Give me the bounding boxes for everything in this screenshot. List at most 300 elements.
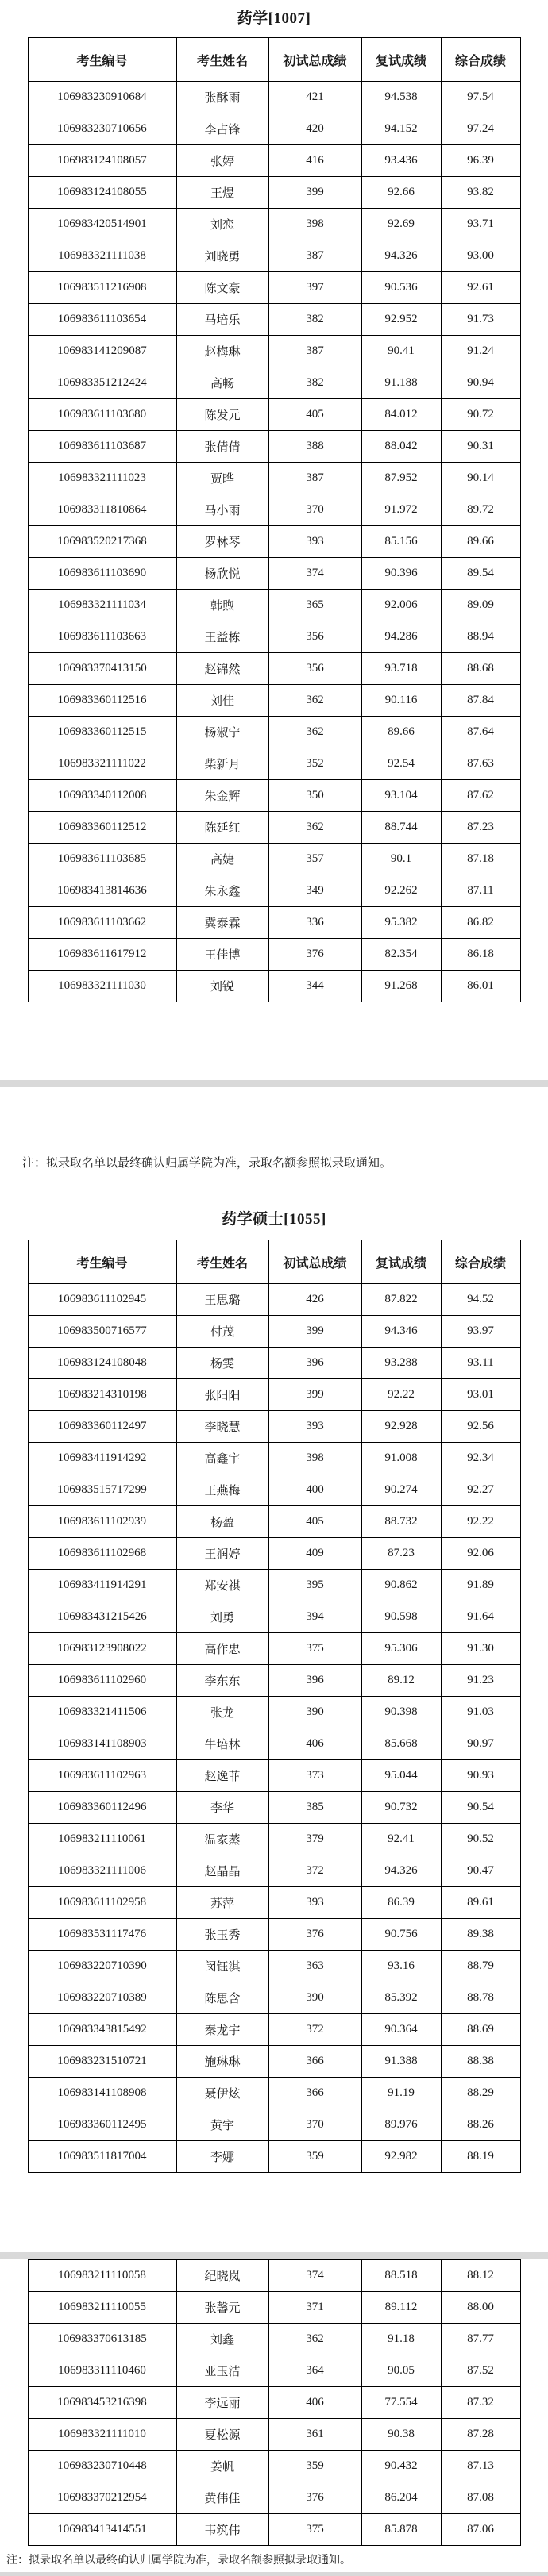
retest-score-cell: 94.346	[361, 1316, 441, 1348]
retest-score-cell: 92.952	[361, 304, 441, 336]
initial-total-score-cell: 390	[268, 1982, 361, 2014]
table2-continued-body	[28, 2260, 520, 2546]
candidate-name-cell: 刘晓勇	[176, 240, 268, 272]
candidate-name-cell: 柴新月	[176, 748, 268, 780]
candidate-name-cell: 朱永鑫	[176, 875, 268, 907]
retest-score-cell: 91.18	[361, 2324, 441, 2355]
candidate-name-cell: 刘鑫	[176, 2324, 268, 2355]
table-row	[28, 1633, 520, 1665]
candidate-id-cell: 106983611103662	[28, 907, 176, 939]
initial-total-score-cell: 374	[268, 2260, 361, 2292]
pharmacy-master-1055-score-table	[28, 1240, 521, 2173]
retest-score-cell: 94.152	[361, 113, 441, 145]
overall-score-cell: 91.30	[441, 1633, 520, 1665]
overall-score-cell: 90.94	[441, 367, 520, 399]
initial-total-score-cell: 370	[268, 494, 361, 526]
overall-score-cell: 88.68	[441, 653, 520, 685]
pharmacy-1007-score-table	[28, 37, 521, 1002]
initial-total-score-cell: 373	[268, 1760, 361, 1792]
overall-score-cell: 87.23	[441, 812, 520, 844]
retest-score-cell: 90.1	[361, 844, 441, 875]
table-row	[28, 2292, 520, 2324]
retest-score-cell: 90.274	[361, 1474, 441, 1506]
retest-score-cell: 85.668	[361, 1728, 441, 1760]
retest-score-cell: 90.756	[361, 1919, 441, 1951]
candidate-name-cell: 陈延红	[176, 812, 268, 844]
initial-total-score-cell: 376	[268, 1919, 361, 1951]
overall-score-cell: 88.19	[441, 2141, 520, 2173]
initial-total-score-cell: 356	[268, 621, 361, 653]
candidate-name-cell: 刘锐	[176, 971, 268, 1002]
overall-score-cell: 87.64	[441, 717, 520, 748]
table-row	[28, 1665, 520, 1697]
candidate-id-cell: 106983500716577	[28, 1316, 176, 1348]
table-row	[28, 875, 520, 907]
overall-score-cell: 92.22	[441, 1506, 520, 1538]
initial-total-score-cell: 370	[268, 2109, 361, 2141]
candidate-id-cell: 106983611103685	[28, 844, 176, 875]
retest-score-header: 复试成绩	[361, 38, 441, 82]
initial-total-score-cell: 416	[268, 145, 361, 177]
initial-total-score-cell: 350	[268, 780, 361, 812]
retest-score-cell: 85.156	[361, 526, 441, 558]
initial-total-score-cell: 399	[268, 177, 361, 209]
initial-total-score-cell: 362	[268, 2324, 361, 2355]
overall-score-cell: 89.66	[441, 526, 520, 558]
retest-score-cell: 90.398	[361, 1697, 441, 1728]
table-row	[28, 399, 520, 431]
table-row	[28, 844, 520, 875]
overall-score-cell: 93.97	[441, 1316, 520, 1348]
retest-score-cell: 92.22	[361, 1379, 441, 1411]
overall-score-cell: 88.29	[441, 2078, 520, 2109]
candidate-id-cell: 106983520217368	[28, 526, 176, 558]
table-row	[28, 2324, 520, 2355]
candidate-name-cell: 刘勇	[176, 1601, 268, 1633]
table-row	[28, 1601, 520, 1633]
initial-total-score-cell: 372	[268, 2014, 361, 2046]
candidate-id-cell: 106983611103680	[28, 399, 176, 431]
candidate-name-cell: 牛培林	[176, 1728, 268, 1760]
overall-score-cell: 89.09	[441, 590, 520, 621]
initial-total-score-cell: 359	[268, 2141, 361, 2173]
initial-total-score-cell: 399	[268, 1379, 361, 1411]
candidate-name-cell: 夏松源	[176, 2419, 268, 2451]
table-row	[28, 2046, 520, 2078]
overall-score-cell: 93.71	[441, 209, 520, 240]
retest-score-cell: 85.392	[361, 1982, 441, 2014]
table2-header	[28, 1240, 520, 1284]
overall-score-cell: 88.79	[441, 1951, 520, 1982]
retest-score-cell: 93.718	[361, 653, 441, 685]
candidate-name-cell: 高鑫宇	[176, 1443, 268, 1474]
candidate-name-cell: 李华	[176, 1792, 268, 1824]
overall-score-cell: 88.12	[441, 2260, 520, 2292]
initial-total-score-cell: 405	[268, 1506, 361, 1538]
initial-total-score-cell: 395	[268, 1570, 361, 1601]
candidate-id-cell: 106983230710656	[28, 113, 176, 145]
candidate-name-cell: 秦龙宇	[176, 2014, 268, 2046]
overall-score-cell: 90.54	[441, 1792, 520, 1824]
candidate-name-cell: 赵锦然	[176, 653, 268, 685]
overall-score-cell: 90.47	[441, 1855, 520, 1887]
candidate-id-cell: 106983515717299	[28, 1474, 176, 1506]
initial-total-score-cell: 421	[268, 82, 361, 113]
candidate-name-cell: 杨雯	[176, 1348, 268, 1379]
candidate-name-cell: 杨盈	[176, 1506, 268, 1538]
table2-title: 药学硕士[1055]	[222, 1211, 326, 1228]
overall-score-cell: 87.52	[441, 2355, 520, 2387]
candidate-id-header: 考生编号	[28, 38, 176, 82]
retest-score-cell: 90.364	[361, 2014, 441, 2046]
candidate-id-cell: 106983611102960	[28, 1665, 176, 1697]
candidate-id-cell: 106983230910684	[28, 82, 176, 113]
table-row	[28, 2078, 520, 2109]
candidate-id-cell: 106983360112495	[28, 2109, 176, 2141]
candidate-name-cell: 陈思含	[176, 1982, 268, 2014]
note-bottom: 注：拟录取名单以最终确认归属学院为准，录取名额参照拟录取通知。	[6, 2555, 351, 2566]
initial-total-score-cell: 394	[268, 1601, 361, 1633]
table-row	[28, 2451, 520, 2482]
candidate-name-cell: 杨欣悦	[176, 558, 268, 590]
initial-total-score-cell: 387	[268, 240, 361, 272]
candidate-id-cell: 106983211110061	[28, 1824, 176, 1855]
candidate-id-cell: 106983611103690	[28, 558, 176, 590]
retest-score-cell: 90.05	[361, 2355, 441, 2387]
overall-score-cell: 86.82	[441, 907, 520, 939]
table-row	[28, 2355, 520, 2387]
candidate-id-cell: 106983321111038	[28, 240, 176, 272]
initial-total-score-cell: 336	[268, 907, 361, 939]
retest-score-cell: 92.262	[361, 875, 441, 907]
retest-score-cell: 90.38	[361, 2419, 441, 2451]
candidate-name-cell: 马培乐	[176, 304, 268, 336]
table-row	[28, 494, 520, 526]
initial-total-score-cell: 382	[268, 304, 361, 336]
retest-score-cell: 92.41	[361, 1824, 441, 1855]
overall-score-cell: 91.23	[441, 1665, 520, 1697]
candidate-name-cell: 王思璐	[176, 1284, 268, 1316]
candidate-id-cell: 106983124108048	[28, 1348, 176, 1379]
table-row	[28, 1887, 520, 1919]
candidate-name-cell: 张婷	[176, 145, 268, 177]
table-row	[28, 1951, 520, 1982]
candidate-id-cell: 106983611102968	[28, 1538, 176, 1570]
overall-score-cell: 91.89	[441, 1570, 520, 1601]
candidate-id-cell: 106983340112008	[28, 780, 176, 812]
table-row	[28, 1316, 520, 1348]
candidate-id-cell: 106983211110055	[28, 2292, 176, 2324]
retest-score-cell: 91.388	[361, 2046, 441, 2078]
retest-score-cell: 93.104	[361, 780, 441, 812]
table-row	[28, 1919, 520, 1951]
candidate-name-cell: 张玉秀	[176, 1919, 268, 1951]
table-row	[28, 1760, 520, 1792]
table-row	[28, 240, 520, 272]
table-row	[28, 2109, 520, 2141]
initial-total-score-cell: 376	[268, 939, 361, 971]
overall-score-cell: 92.27	[441, 1474, 520, 1506]
initial-total-score-cell: 398	[268, 209, 361, 240]
overall-score-cell: 90.97	[441, 1728, 520, 1760]
candidate-name-cell: 苏萍	[176, 1887, 268, 1919]
retest-score-cell: 92.928	[361, 1411, 441, 1443]
overall-score-cell: 90.31	[441, 431, 520, 463]
table-row	[28, 590, 520, 621]
initial-total-score-cell: 382	[268, 367, 361, 399]
candidate-name-cell: 闵钰淇	[176, 1951, 268, 1982]
overall-score-cell: 97.24	[441, 113, 520, 145]
retest-score-cell: 93.16	[361, 1951, 441, 1982]
table-row	[28, 272, 520, 304]
table-row	[28, 2482, 520, 2514]
initial-total-score-cell: 379	[268, 1824, 361, 1855]
overall-score-cell: 87.13	[441, 2451, 520, 2482]
initial-total-score-cell: 405	[268, 399, 361, 431]
candidate-id-cell: 106983611102945	[28, 1284, 176, 1316]
table-row	[28, 1982, 520, 2014]
retest-score-cell: 91.268	[361, 971, 441, 1002]
initial-total-score-cell: 393	[268, 1411, 361, 1443]
table-row	[28, 1728, 520, 1760]
table-row	[28, 621, 520, 653]
candidate-id-cell: 106983343815492	[28, 2014, 176, 2046]
table-row	[28, 939, 520, 971]
table-row	[28, 812, 520, 844]
initial-total-score-cell: 398	[268, 1443, 361, 1474]
initial-total-score-cell: 359	[268, 2451, 361, 2482]
table-row	[28, 367, 520, 399]
table-row	[28, 748, 520, 780]
overall-score-cell: 93.01	[441, 1379, 520, 1411]
initial-total-score-cell: 361	[268, 2419, 361, 2451]
retest-score-cell: 91.188	[361, 367, 441, 399]
candidate-name-cell: 张倩倩	[176, 431, 268, 463]
initial-total-score-cell: 375	[268, 2514, 361, 2546]
candidate-id-cell: 106983611617912	[28, 939, 176, 971]
overall-score-cell: 93.82	[441, 177, 520, 209]
retest-score-cell: 91.19	[361, 2078, 441, 2109]
candidate-name-cell: 冀泰霖	[176, 907, 268, 939]
overall-score-cell: 92.61	[441, 272, 520, 304]
initial-total-score-cell: 376	[268, 2482, 361, 2514]
table-row	[28, 526, 520, 558]
retest-score-cell: 94.326	[361, 1855, 441, 1887]
retest-score-cell: 77.554	[361, 2387, 441, 2419]
retest-score-cell: 91.008	[361, 1443, 441, 1474]
overall-score-cell: 92.34	[441, 1443, 520, 1474]
retest-score-cell: 92.982	[361, 2141, 441, 2173]
candidate-id-cell: 106983124108057	[28, 145, 176, 177]
candidate-name-header: 考生姓名	[176, 1240, 268, 1284]
retest-score-cell: 88.744	[361, 812, 441, 844]
retest-score-cell: 90.41	[361, 336, 441, 367]
retest-score-cell: 93.288	[361, 1348, 441, 1379]
candidate-name-cell: 李东东	[176, 1665, 268, 1697]
retest-score-cell: 87.23	[361, 1538, 441, 1570]
candidate-name-cell: 王煜	[176, 177, 268, 209]
candidate-name-cell: 高作忠	[176, 1633, 268, 1665]
initial-total-score-cell: 390	[268, 1697, 361, 1728]
initial-total-score-cell: 396	[268, 1665, 361, 1697]
initial-total-score-cell: 426	[268, 1284, 361, 1316]
table-row	[28, 1411, 520, 1443]
table-row	[28, 2260, 520, 2292]
overall-score-cell: 87.18	[441, 844, 520, 875]
candidate-id-header: 考生编号	[28, 1240, 176, 1284]
candidate-id-cell: 106983231510721	[28, 2046, 176, 2078]
table-row	[28, 431, 520, 463]
overall-score-cell: 87.08	[441, 2482, 520, 2514]
candidate-id-cell: 106983141108908	[28, 2078, 176, 2109]
overall-score-cell: 91.03	[441, 1697, 520, 1728]
overall-score-cell: 97.54	[441, 82, 520, 113]
candidate-id-cell: 106983211110058	[28, 2260, 176, 2292]
initial-total-score-cell: 399	[268, 1316, 361, 1348]
overall-score-cell: 91.73	[441, 304, 520, 336]
overall-score-cell: 87.11	[441, 875, 520, 907]
retest-score-cell: 89.66	[361, 717, 441, 748]
retest-score-cell: 89.112	[361, 2292, 441, 2324]
overall-score-cell: 91.64	[441, 1601, 520, 1633]
table-row	[28, 2419, 520, 2451]
initial-total-score-cell: 409	[268, 1538, 361, 1570]
table1-title: 药学[1007]	[237, 10, 311, 27]
initial-total-score-cell: 406	[268, 1728, 361, 1760]
overall-score-cell: 92.56	[441, 1411, 520, 1443]
candidate-name-cell: 王润婷	[176, 1538, 268, 1570]
candidate-id-cell: 106983511216908	[28, 272, 176, 304]
candidate-name-cell: 罗林琴	[176, 526, 268, 558]
table1-header	[28, 38, 520, 82]
candidate-id-cell: 106983453216398	[28, 2387, 176, 2419]
initial-total-score-cell: 374	[268, 558, 361, 590]
retest-score-cell: 92.54	[361, 748, 441, 780]
overall-score-cell: 88.78	[441, 1982, 520, 2014]
table-row	[28, 145, 520, 177]
initial-total-score-cell: 396	[268, 1348, 361, 1379]
table-row	[28, 558, 520, 590]
table-row	[28, 1792, 520, 1824]
table-row	[28, 653, 520, 685]
candidate-id-cell: 106983370613185	[28, 2324, 176, 2355]
candidate-id-cell: 106983611103687	[28, 431, 176, 463]
candidate-name-cell: 陈发元	[176, 399, 268, 431]
overall-score-cell: 87.63	[441, 748, 520, 780]
candidate-id-cell: 106983370212954	[28, 2482, 176, 2514]
retest-score-cell: 95.382	[361, 907, 441, 939]
candidate-name-cell: 李远丽	[176, 2387, 268, 2419]
overall-score-cell: 89.61	[441, 1887, 520, 1919]
table-row	[28, 113, 520, 145]
overall-score-cell: 91.24	[441, 336, 520, 367]
retest-score-cell: 90.536	[361, 272, 441, 304]
candidate-id-cell: 106983611103654	[28, 304, 176, 336]
candidate-name-cell: 高婕	[176, 844, 268, 875]
page-separator	[0, 2252, 548, 2259]
table-row	[28, 907, 520, 939]
initial-total-score-cell: 375	[268, 1633, 361, 1665]
header-row	[28, 38, 520, 82]
retest-score-cell: 87.952	[361, 463, 441, 494]
retest-score-cell: 93.436	[361, 145, 441, 177]
candidate-id-cell: 106983420514901	[28, 209, 176, 240]
retest-score-cell: 85.878	[361, 2514, 441, 2546]
retest-score-cell: 95.306	[361, 1633, 441, 1665]
retest-score-cell: 82.354	[361, 939, 441, 971]
initial-total-score-cell: 364	[268, 2355, 361, 2387]
overall-score-cell: 93.00	[441, 240, 520, 272]
candidate-id-cell: 106983360112516	[28, 685, 176, 717]
overall-score-cell: 89.72	[441, 494, 520, 526]
candidate-id-cell: 106983360112497	[28, 1411, 176, 1443]
table-row	[28, 1538, 520, 1570]
overall-score-cell: 87.62	[441, 780, 520, 812]
candidate-name-cell: 聂伊炫	[176, 2078, 268, 2109]
overall-score-cell: 87.77	[441, 2324, 520, 2355]
candidate-id-cell: 106983611102958	[28, 1887, 176, 1919]
overall-score-cell: 89.54	[441, 558, 520, 590]
table-row	[28, 1697, 520, 1728]
overall-score-cell: 90.14	[441, 463, 520, 494]
candidate-name-cell: 张阳阳	[176, 1379, 268, 1411]
overall-score-cell: 94.52	[441, 1284, 520, 1316]
overall-score-cell: 88.26	[441, 2109, 520, 2141]
overall-score-cell: 88.69	[441, 2014, 520, 2046]
overall-score-cell: 93.11	[441, 1348, 520, 1379]
candidate-name-cell: 郑安祺	[176, 1570, 268, 1601]
initial-total-score-cell: 365	[268, 590, 361, 621]
retest-score-cell: 90.116	[361, 685, 441, 717]
table-row	[28, 780, 520, 812]
candidate-name-cell: 亚玉洁	[176, 2355, 268, 2387]
candidate-id-cell: 106983411914291	[28, 1570, 176, 1601]
initial-total-score-cell: 371	[268, 2292, 361, 2324]
candidate-name-cell: 张龙	[176, 1697, 268, 1728]
table-row	[28, 82, 520, 113]
candidate-id-cell: 106983141209087	[28, 336, 176, 367]
candidate-id-cell: 106983124108055	[28, 177, 176, 209]
initial-total-score-cell: 400	[268, 1474, 361, 1506]
candidate-id-cell: 106983311810864	[28, 494, 176, 526]
table-row	[28, 1379, 520, 1411]
table-row	[28, 2514, 520, 2546]
candidate-name-cell: 李晓慧	[176, 1411, 268, 1443]
table-row	[28, 336, 520, 367]
candidate-id-cell: 106983511817004	[28, 2141, 176, 2173]
initial-total-score-cell: 349	[268, 875, 361, 907]
candidate-name-cell: 杨淑宁	[176, 717, 268, 748]
candidate-id-cell: 106983431215426	[28, 1601, 176, 1633]
retest-score-cell: 94.326	[361, 240, 441, 272]
table-row	[28, 1824, 520, 1855]
candidate-name-cell: 纪晓岚	[176, 2260, 268, 2292]
retest-score-cell: 90.732	[361, 1792, 441, 1824]
retest-score-cell: 89.976	[361, 2109, 441, 2141]
initial-total-score-cell: 366	[268, 2046, 361, 2078]
candidate-name-cell: 赵梅琳	[176, 336, 268, 367]
candidate-id-cell: 106983413414551	[28, 2514, 176, 2546]
table-row	[28, 463, 520, 494]
candidate-id-cell: 106983360112496	[28, 1792, 176, 1824]
candidate-id-cell: 106983141108903	[28, 1728, 176, 1760]
candidate-name-cell: 陈文豪	[176, 272, 268, 304]
candidate-id-cell: 106983611102963	[28, 1760, 176, 1792]
initial-total-score-header: 初试总成绩	[268, 38, 361, 82]
retest-score-cell: 84.012	[361, 399, 441, 431]
initial-total-score-cell: 363	[268, 1951, 361, 1982]
candidate-name-cell: 张酥雨	[176, 82, 268, 113]
